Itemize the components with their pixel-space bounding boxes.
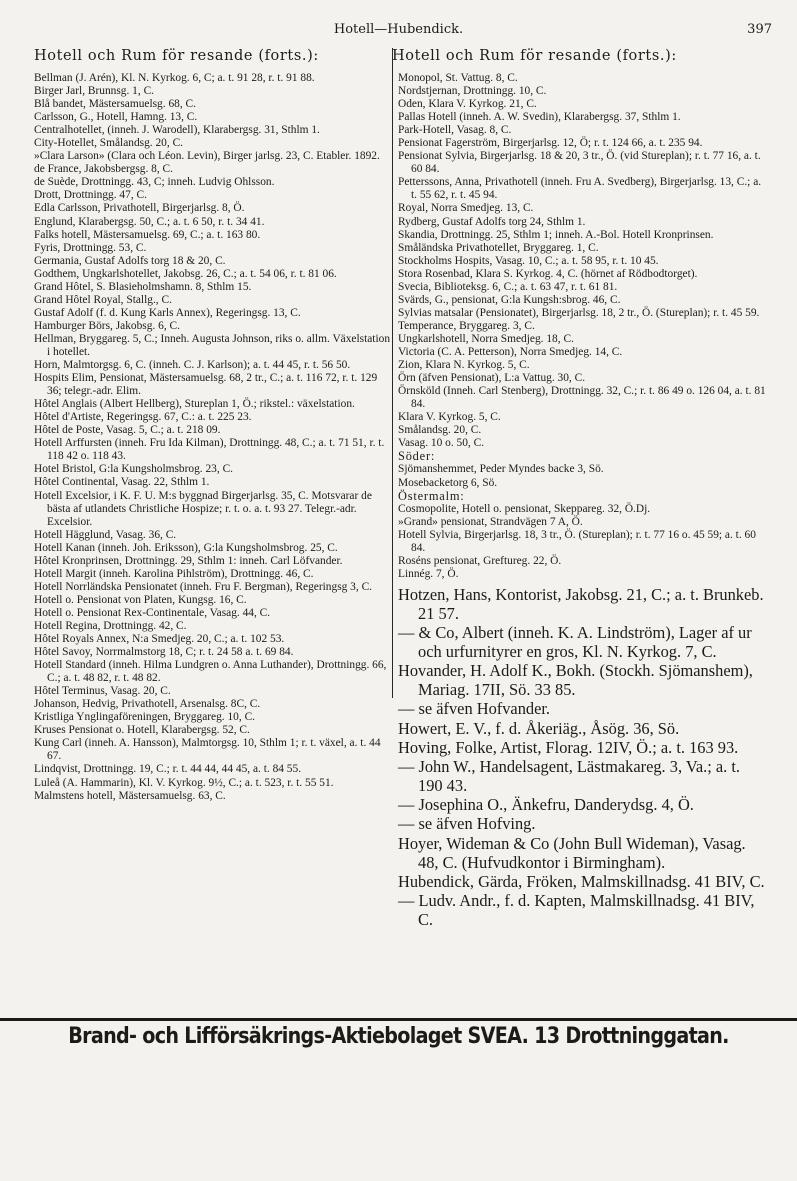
list-item: Kruses Pensionat o. Hotell, Klarabergsg. 52, C. (34, 724, 250, 737)
list-item: Ungkarlshotell, Norra Smedjeg. 18, C. (398, 332, 574, 345)
list-item: Hôtel Royals Annex, N:a Smedjeg. 20, C.; a. t. 102 53. (34, 633, 285, 646)
list-item: Klara V. Kyrkog. 5, C. (398, 411, 501, 424)
list-item: Hotell Hägglund, Vasag. 36, C. (34, 528, 177, 541)
list-item: Englund, Klarabergsg. 50, C.; a. t. 6 50, r. t. 34 41. (34, 215, 265, 228)
list-item: Birger Jarl, Brunnsg. 1, C. (34, 85, 155, 98)
list-item: Temperance, Bryggareg. 3, C. (398, 319, 535, 332)
list-item: Lindqvist, Drottningg. 19, C.; r. t. 44 44, 44 45, a. t. 84 55. (34, 763, 302, 776)
list-item: Gustaf Adolf (f. d. Kung Karls Annex), Regeringsg. 13, C. (34, 306, 301, 319)
list-item: Örnsköld (Inneh. Carl Stenberg), Drottningg. 32, C.; r. t. 86 49 o. 126 04, a. t. 81 84. (398, 385, 766, 411)
list-item: Smålandsg. 20, C. (398, 424, 482, 437)
list-item: »Clara Larson» (Clara och Léon. Levin), Birger jarlsg. 23, C. Etabler. 1892. (34, 150, 380, 163)
list-item: Pensionat Fagerström, Birgerjarlsg. 12, Ö; r. t. 124 66, a. t. 235 94. (398, 137, 703, 150)
list-item: Småländska Privathotellet, Bryggareg. 1, C. (398, 241, 599, 254)
running-head (0, 22, 797, 38)
list-item: Grand Hôtel Royal, Stallg., C. (34, 293, 172, 306)
name-entry: — se äfven Hofvander. (398, 699, 551, 719)
name-entry: Hoving, Folke, Artist, Florag. 12IV, Ö.; a. t. 163 93. (398, 737, 739, 757)
list-item: Stockholms Hospits, Vasag. 10, C.; a. t. 58 95, r. t. 10 45. (398, 254, 659, 267)
list-item: de Suède, Drottningg. 43, C; inneh. Ludvig Ohlsson. (34, 176, 275, 189)
list-item: Hotel Bristol, G:la Kungsholmsbrog. 23, C. (34, 463, 234, 476)
list-item: Pallas Hotell (inneh. A. W. Svedin), Klarabergsg. 37, Sthlm 1. (398, 111, 681, 124)
list-item: Victoria (C. A. Petterson), Norra Smedjeg. 14, C. (398, 345, 623, 358)
list-item: Godthem, Ungkarlshotellet, Jakobsg. 26, C.; a. t. 54 06, r. t. 81 06. (34, 267, 337, 280)
list-item: Skandia, Drottningg. 25, Sthlm 1; inneh. A.-Bol. Hotell Kronprinsen. (398, 228, 714, 241)
name-entry: Howert, E. V., f. d. Åkeriäg., Åsög. 36, Sö. (398, 718, 680, 738)
name-entry: — John W., Handelsagent, Lästmakareg. 3, Va.; a. t. 190 43. (398, 757, 741, 795)
list-item: Hôtel d'Artiste, Regeringsg. 67, C.: a. t. 225 23. (34, 411, 252, 424)
list-item: Nordstjernan, Drottningg. 10, C. (398, 85, 547, 98)
advertisement-banner: Brand- och Lifförsäkrings-Aktiebolaget SVEA. 13 Drottninggatan. (68, 1024, 729, 1049)
list-item: Luleå (A. Hammarin), Kl. V. Kyrkog. 9½, C.; a. t. 523, r. t. 55 51. (34, 776, 334, 789)
list-item: Hotell Kanan (inneh. Joh. Eriksson), G:la Kungsholmsbrog. 25, C. (34, 541, 338, 554)
list-item: Hellman, Bryggareg. 5, C.; Inneh. Augusta Johnson, riks o. allm. Växelstation i hotellet. (34, 332, 391, 358)
list-item: Hôtel Anglais (Albert Hellberg), Stureplan 1, Ö.; rikstel.: växelstation. (34, 398, 355, 411)
name-entry: — se äfven Hofving. (398, 814, 536, 834)
list-item: Cosmopolite, Hotell o. pensionat, Skeppareg. 32, Ö.Dj. (398, 502, 651, 515)
list-item: Mosebacketorg 6, Sö. (398, 476, 498, 489)
list-item: City-Hotellet, Smålandsg. 20, C. (34, 137, 184, 150)
name-entry: Hubendick, Gärda, Fröken, Malmskillnadsg. 41 BIV, C. (398, 871, 765, 891)
list-item: Hôtel Kronprinsen, Drottningg. 29, Sthlm 1: inneh. Carl Löfvander. (34, 554, 343, 567)
right-entry-list-ostermalm (398, 503, 768, 581)
left-entry-list (34, 72, 394, 803)
list-item: Rydberg, Gustaf Adolfs torg 24, Sthlm 1. (398, 215, 586, 228)
list-item: Hotell Norrländska Pensionatet (inneh. Fru F. Bergman), Regeringsg 3, C. (34, 580, 373, 593)
name-entry: Hoyer, Wideman & Co (John Bull Wideman), Vasag. 48, C. (Hufvudkontor i Birmingham). (398, 833, 746, 872)
page-number: 397 (747, 22, 772, 37)
list-item: Hôtel Terminus, Vasag. 20, C. (34, 685, 171, 698)
list-item: Kristliga Ynglingaföreningen, Bryggareg. 10, C. (34, 711, 256, 724)
running-head-title: Hotell—Hubendick. (333, 22, 464, 37)
left-column-heading: Hotell och Rum för resande (forts.): (34, 48, 319, 64)
list-item: Carlsson, G., Hotell, Hamng. 13, C. (34, 111, 198, 124)
list-item: Drott, Drottningg. 47, C. (34, 189, 147, 202)
list-item: Sjömanshemmet, Peder Myndes backe 3, Sö. (398, 463, 604, 476)
list-item: Hotell Sylvia, Birgerjarlsg. 18, 3 tr., Ö. (Stureplan); r. t. 77 16 o. 45 59; a. t. 60 84. (398, 528, 756, 554)
name-entry-list (398, 586, 768, 930)
list-item: Park-Hotell, Vasag. 8, C. (398, 124, 512, 137)
list-item: Zion, Klara N. Kyrkog. 5, C. (398, 359, 530, 372)
name-entry: Hovander, H. Adolf K., Bokh. (Stockh. Sjömanshem), Mariag. 17II, Sö. 33 85. (398, 661, 753, 699)
list-item: Hotell Arffursten (inneh. Fru Ida Kilman), Drottningg. 48, C.; a. t. 71 51, r. t. 118 42 o. 118 43. (34, 437, 385, 463)
footer-rule (0, 1018, 797, 1021)
right-column (392, 48, 768, 930)
list-item: Johanson, Hedvig, Privathotell, Arsenalsg. 8C, C. (34, 698, 261, 711)
list-item: Hotell o. Pensionat von Platen, Kungsg. 16, C. (34, 593, 247, 606)
list-item: Svärds, G., pensionat, G:la Kungsh:sbrog. 46, C. (398, 293, 621, 306)
name-entry: — Josephina O., Änkefru, Danderydsg. 4, Ö. (398, 795, 694, 815)
list-item: Kung Carl (inneh. A. Hansson), Malmtorgsg. 10, Sthlm 1; r. t. växel, a. t. 44 67. (34, 737, 381, 763)
section-heading-soder: Söder: (398, 449, 436, 464)
list-item: Hotell o. Pensionat Rex-Continentale, Vasag. 44, C. (34, 606, 271, 619)
list-item: Sylvias matsalar (Pensionatet), Birgerjarlsg. 18, 2 tr., Ö. (Stureplan); r. t. 45 59. (398, 306, 760, 319)
name-entry: — Ludv. Andr., f. d. Kapten, Malmskillnadsg. 41 BIV, C. (398, 891, 755, 929)
list-item: Grand Hôtel, S. Blasieholmshamn. 8, Sthlm 15. (34, 280, 252, 293)
left-column (34, 48, 394, 803)
list-item: Svecia, Biblioteksg. 6, C.; a. t. 63 47, r. t. 61 81. (398, 280, 618, 293)
list-item: Germania, Gustaf Adolfs torg 18 & 20, C. (34, 254, 226, 267)
name-entry: Hotzen, Hans, Kontorist, Jakobsg. 21, C.; a. t. Brunkeb. 21 57. (398, 584, 764, 623)
list-item: Pensionat Sylvia, Birgerjarlsg. 18 & 20, 3 tr., Ö. (vid Stureplan); r. t. 77 16, a. t. 60 84. (398, 150, 761, 176)
list-item: Malmstens hotell, Mästersamuelsg. 63, C. (34, 789, 226, 802)
list-item: »Grand» pensionat, Strandvägen 7 A, Ö. (398, 515, 583, 528)
list-item: Falks hotell, Mästersamuelsg. 69, C.; a. t. 163 80. (34, 228, 261, 241)
list-item: Hôtel Continental, Vasag. 22, Sthlm 1. (34, 476, 210, 489)
list-item: de France, Jakobsbergsg. 8, C. (34, 163, 173, 176)
list-item: Hôtel Savoy, Norrmalmstorg 18, C; r. t. 24 58 a. t. 69 84. (34, 646, 294, 659)
list-item: Horn, Malmtorgsg. 6, C. (inneh. C. J. Karlson); a. t. 44 45, r. t. 56 50. (34, 359, 351, 372)
right-column-heading: Hotell och Rum för resande (forts.): (392, 48, 677, 64)
list-item: Blå bandet, Mästersamuelsg. 68, C. (34, 98, 196, 111)
list-item: Vasag. 10 o. 50, C. (398, 437, 485, 450)
right-entry-list-soder (398, 463, 768, 489)
list-item: Örn (äfven Pensionat), L:a Vattug. 30, C. (398, 372, 586, 385)
list-item: Petterssons, Anna, Privathotell (inneh. Fru A. Svedberg), Birgerjarlsg. 13, C.; a. t. 55 62, r. t. 45 94. (398, 176, 762, 202)
list-item: Hospits Elim, Pensionat, Mästersamuelsg. 68, 2 tr., C.; a. t. 116 72, r. t. 129 36; telegr.-adr. Elim. (34, 372, 378, 398)
list-item: Monopol, St. Vattug. 8, C. (398, 72, 518, 84)
list-item: Hotell Regina, Drottningg. 42, C. (34, 619, 187, 632)
list-item: Centralhotellet, (inneh. J. Warodell), Klarabergsg. 31, Sthlm 1. (34, 124, 320, 137)
list-item: Hotell Excelsior, i K. F. U. M:s byggnad Birgerjarlsg. 35, C. Motsvarar de bästa af utlandets Christliche Hospize; r. t. o. a. t. 93 27. Telegr.-adr. Excelsior. (34, 489, 372, 528)
right-entry-list-central (398, 72, 768, 450)
section-heading-ostermalm: Östermalm: (398, 488, 465, 503)
list-item: Fyris, Drottningg. 53, C. (34, 241, 147, 254)
list-item: Hotell Margit (inneh. Karolina Pihlström), Drottningg. 46, C. (34, 567, 314, 580)
list-item: Edla Carlsson, Privathotell, Birgerjarlsg. 8, Ö. (34, 202, 245, 215)
list-item: Stora Rosenbad, Klara S. Kyrkog. 4, C. (hörnet af Rödbodtorget). (398, 267, 698, 280)
list-item: Hotell Standard (inneh. Hilma Lundgren o. Anna Luthander), Drottningg. 66, C.; a. t. 48 82, r. t. 48 82. (34, 659, 387, 685)
name-entry: — & Co, Albert (inneh. K. A. Lindström), Lager af ur och urfurnityrer en gros, Kl. N. Kyrkog. 7, C. (398, 623, 752, 661)
list-item: Oden, Klara V. Kyrkog. 21, C. (398, 98, 537, 111)
list-item: Linnég. 7, Ö. (398, 567, 459, 580)
list-item: Royal, Norra Smedjeg. 13, C. (398, 202, 534, 215)
list-item: Bellman (J. Arén), Kl. N. Kyrkog. 6, C; a. t. 91 28, r. t. 91 88. (34, 72, 315, 84)
list-item: Roséns pensionat, Greftureg. 22, Ö. (398, 554, 562, 567)
list-item: Hôtel de Poste, Vasag. 5, C.; a. t. 218 09. (34, 424, 221, 437)
list-item: Hamburger Börs, Jakobsg. 6, C. (34, 319, 180, 332)
